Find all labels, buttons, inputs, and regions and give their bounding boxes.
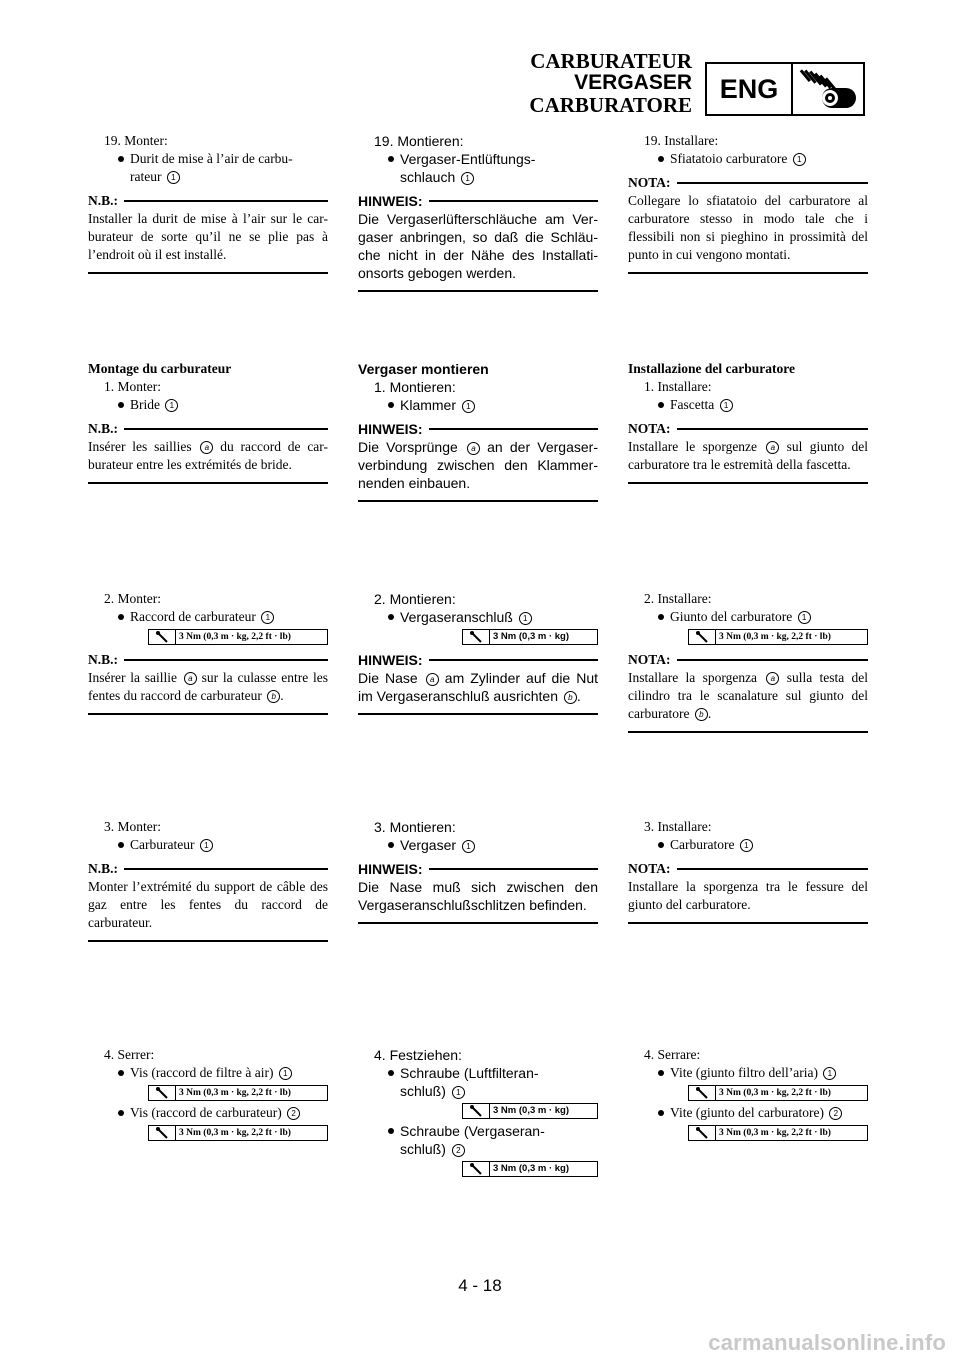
torque-wrench-icon: [689, 1086, 716, 1100]
note-text: Insérer la saillie a sur la culasse entre les fentes du raccord de carburateur b .: [88, 670, 329, 703]
callout-letter: a: [200, 441, 213, 454]
callout-number: 1: [165, 399, 178, 412]
de-step-2: [358, 590, 598, 715]
note-text: Installare la sporgenza tra le fessure del giunto del carburatore.: [628, 879, 868, 912]
it-step-4-item-2: Vite (giunto del carburatore) 2: [628, 1104, 868, 1122]
callout-letter: b: [267, 690, 280, 703]
callout-number: 1: [452, 1086, 465, 1099]
de-section-heading: Vergaser montieren: [358, 361, 489, 377]
it-step-2-item: Giunto del carburatore 1: [628, 608, 868, 626]
bullet-icon: [388, 614, 394, 620]
fr-step-3-note: [88, 860, 328, 942]
torque-value: 3 Nm (0,3 m · kg, 2,2 ft · lb): [179, 1128, 291, 1138]
note-text: Die Nase muß sich zwischen den Vergaseranschlußschlitzen befinden.: [358, 879, 598, 913]
note-label: NOTA:: [628, 421, 671, 436]
torque-wrench-icon: [689, 630, 716, 644]
it-step-1-item: Fascetta 1: [628, 396, 868, 414]
fr-step-2: [88, 590, 328, 715]
bullet-icon: [658, 402, 664, 408]
bullet-icon: [388, 156, 394, 162]
callout-letter: b: [564, 691, 577, 704]
callout-number: 1: [823, 1067, 836, 1080]
fr-step-4-title: 4. Serrer:: [104, 1047, 155, 1062]
note-text: Die Vergaserlüfterschläuche am Ver- gaser anbringen, so daß die Schläu- che nicht in der Nähe des Installati- onsorts gebogen werden.: [358, 211, 598, 281]
note-text: Installare le sporgenze a sul giunto del carburatore tra le estremità della fascetta.: [628, 439, 869, 472]
de-step-2-title: 2. Montieren:: [374, 591, 456, 607]
note-label: N.B.:: [88, 193, 118, 208]
de-step-4-item-2: Schraube (Vergaseran- schluß) 2: [358, 1122, 598, 1158]
torque-value: 3 Nm (0,3 m · kg, 2,2 ft · lb): [179, 1088, 291, 1098]
callout-letter: a: [467, 442, 480, 455]
note-label: NOTA:: [628, 861, 671, 876]
note-label: HINWEIS:: [358, 421, 423, 437]
torque-spec: [148, 1125, 328, 1141]
title-german: VERGASER: [574, 71, 692, 94]
bullet-icon: [658, 1070, 664, 1076]
it-step-3-title: 3. Installare:: [644, 819, 712, 834]
torque-wrench-icon: [149, 1126, 176, 1140]
fr-step-3-title: 3. Monter:: [104, 819, 161, 834]
de-step-19-title: 19. Montieren:: [374, 133, 464, 149]
note-text: Installer la durit de mise à l’air sur le car- burateur de sorte qu’il ne se plie pas à l’endroit où il est installé.: [88, 211, 328, 262]
bullet-icon: [118, 1110, 124, 1116]
note-text: Installare la sporgenza a sulla testa del cilindro tra le scanalature sul giunto del carburatore b .: [628, 670, 869, 721]
callout-number: 1: [200, 839, 213, 852]
torque-value: 3 Nm (0,3 m · kg, 2,2 ft · lb): [719, 1088, 831, 1098]
bullet-icon: [118, 402, 124, 408]
bullet-icon: [388, 1128, 394, 1134]
de-step-2-item: Vergaseranschluß 1: [358, 608, 598, 626]
callout-number: 1: [461, 172, 474, 185]
fr-step-19-note: [88, 192, 328, 274]
de-step-1-note: [358, 420, 598, 502]
it-step-1: [628, 360, 868, 484]
it-step-4: [628, 1046, 868, 1144]
fr-step-2-title: 2. Monter:: [104, 591, 161, 606]
note-label: N.B.:: [88, 652, 118, 667]
de-step-1-item: Klammer 1: [358, 396, 598, 414]
bullet-icon: [658, 1110, 664, 1116]
callout-number: 1: [519, 612, 532, 625]
bullet-icon: [388, 1070, 394, 1076]
callout-letter: a: [766, 441, 779, 454]
it-step-19-title: 19. Installare:: [644, 133, 719, 148]
it-step-3: [628, 818, 868, 924]
bullet-icon: [658, 614, 664, 620]
callout-number: 1: [462, 400, 475, 413]
badge-label: ENG: [707, 64, 793, 114]
it-step-19: [628, 132, 868, 274]
de-step-19-item: Vergaser-Entlüftungs- schlauch 1: [358, 150, 598, 186]
torque-wrench-icon: [463, 630, 490, 644]
torque-value: 3 Nm (0,3 m · kg, 2,2 ft · lb): [719, 1128, 831, 1138]
callout-number: 1: [167, 171, 180, 184]
bullet-icon: [388, 402, 394, 408]
de-step-3-note: [358, 860, 598, 924]
watermark: carmanualsonline.info: [708, 1330, 946, 1355]
callout-number: 1: [740, 839, 753, 852]
de-step-3-title: 3. Montieren:: [374, 819, 456, 835]
it-step-2: [628, 590, 868, 733]
note-label: HINWEIS:: [358, 652, 423, 668]
de-step-19-note: [358, 192, 598, 292]
callout-number: 1: [793, 153, 806, 166]
fr-section-heading: Montage du carburateur: [88, 361, 232, 376]
it-step-19-note: [628, 174, 868, 274]
note-text: Die Vorsprünge a an der Vergaser- verbindung zwischen den Klammer- nenden einbauen.: [358, 439, 598, 491]
note-text: Insérer les saillies a du raccord de car- burateur entre les extrémités de bride.: [88, 439, 329, 472]
it-step-1-note: [628, 420, 868, 484]
note-label: HINWEIS:: [358, 861, 423, 877]
fr-step-19-title: 19. Monter:: [104, 133, 168, 148]
torque-spec: [688, 629, 868, 645]
callout-letter: a: [426, 673, 439, 686]
fr-step-2-item: Raccord de carburateur 1: [88, 608, 328, 626]
fr-step-2-note: [88, 651, 328, 715]
callout-letter: a: [184, 672, 197, 685]
note-label: HINWEIS:: [358, 193, 423, 209]
bullet-icon: [118, 1070, 124, 1076]
bullet-icon: [118, 614, 124, 620]
torque-wrench-icon: [463, 1104, 490, 1118]
fr-step-4: [88, 1046, 328, 1144]
callout-number: 1: [798, 611, 811, 624]
fr-step-1: [88, 360, 328, 484]
callout-number: 1: [720, 399, 733, 412]
de-step-3: [358, 818, 598, 924]
bullet-icon: [118, 156, 124, 162]
callout-number: 1: [261, 611, 274, 624]
bullet-icon: [658, 156, 664, 162]
note-text: Monter l’extrémité du support de câble des gaz entre les fentes du raccord de carburateur.: [88, 879, 328, 930]
it-section-heading: Installazione del carburatore: [628, 361, 795, 376]
it-step-2-title: 2. Installare:: [644, 591, 712, 606]
callout-number: 2: [829, 1107, 842, 1120]
note-text: Collegare lo sfiatatoio del carburatore al carburatore stesso in modo tale che i flessibili non si pieghino in prossimità del punto in cui vengono montati.: [628, 193, 868, 262]
bullet-icon: [658, 842, 664, 848]
de-step-4-title: 4. Festziehen:: [374, 1047, 462, 1063]
callout-number: 2: [287, 1107, 300, 1120]
torque-spec: [462, 629, 598, 645]
torque-value: 3 Nm (0,3 m · kg): [493, 1163, 570, 1174]
fr-step-1-note: [88, 420, 328, 484]
torque-spec: [462, 1103, 598, 1119]
fr-step-3-item: Carburateur 1: [88, 836, 328, 854]
torque-wrench-icon: [689, 1126, 716, 1140]
it-step-1-title: 1. Installare:: [644, 379, 712, 394]
callout-letter: b: [695, 708, 708, 721]
fr-step-1-item: Bride 1: [88, 396, 328, 414]
fr-step-19-item: Durit de mise à l’air de carbu- rateur 1: [88, 150, 328, 186]
de-step-4-item-1: Schraube (Luftfilteran- schluß) 1: [358, 1064, 598, 1100]
torque-spec: [688, 1085, 868, 1101]
de-step-2-note: [358, 651, 598, 715]
de-step-19: [358, 132, 598, 292]
fr-step-19: [88, 132, 328, 274]
de-step-1-title: 1. Montieren:: [374, 379, 456, 395]
torque-value: 3 Nm (0,3 m · kg): [493, 631, 570, 642]
it-step-19-item: Sfiatatoio carburatore 1: [628, 150, 868, 168]
section-titles: [529, 50, 692, 116]
note-label: NOTA:: [628, 175, 671, 190]
de-step-1: [358, 360, 598, 502]
it-step-2-note: [628, 651, 868, 733]
torque-spec: [688, 1125, 868, 1141]
note-text: Die Nase a am Zylinder auf die Nut im Vergaseranschluß ausrichten b .: [358, 670, 599, 704]
torque-wrench-icon: [463, 1162, 490, 1176]
callout-number: 1: [279, 1067, 292, 1080]
de-step-4: [358, 1046, 598, 1180]
fr-step-3: [88, 818, 328, 942]
fr-step-4-item-1: Vis (raccord de filtre à air) 1: [88, 1064, 328, 1082]
callout-number: 2: [452, 1144, 465, 1157]
callout-number: 1: [462, 840, 475, 853]
it-step-3-item: Carburatore 1: [628, 836, 868, 854]
fr-step-1-title: 1. Monter:: [104, 379, 161, 394]
torque-spec: [462, 1161, 598, 1177]
note-label: N.B.:: [88, 421, 118, 436]
torque-wrench-icon: [149, 1086, 176, 1100]
torque-spec: [148, 629, 328, 645]
note-label: NOTA:: [628, 652, 671, 667]
it-step-4-title: 4. Serrare:: [644, 1047, 701, 1062]
it-step-3-note: [628, 860, 868, 924]
title-french: CARBURATEUR: [530, 49, 692, 73]
page-number: 4 - 18: [458, 1276, 502, 1295]
fr-step-4-item-2: Vis (raccord de carburateur) 2: [88, 1104, 328, 1122]
note-label: N.B.:: [88, 861, 118, 876]
engine-tool-icon: [793, 64, 863, 114]
bullet-icon: [388, 842, 394, 848]
torque-value: 3 Nm (0,3 m · kg, 2,2 ft · lb): [719, 632, 831, 642]
it-step-4-item-1: Vite (giunto filtro dell’aria) 1: [628, 1064, 868, 1082]
torque-value: 3 Nm (0,3 m · kg): [493, 1105, 570, 1116]
torque-spec: [148, 1085, 328, 1101]
title-italian: CARBURATORE: [529, 93, 692, 117]
torque-value: 3 Nm (0,3 m · kg, 2,2 ft · lb): [179, 632, 291, 642]
bullet-icon: [118, 842, 124, 848]
callout-letter: a: [766, 672, 779, 685]
section-badge: [705, 62, 865, 116]
torque-wrench-icon: [149, 630, 176, 644]
de-step-3-item: Vergaser 1: [358, 836, 598, 854]
